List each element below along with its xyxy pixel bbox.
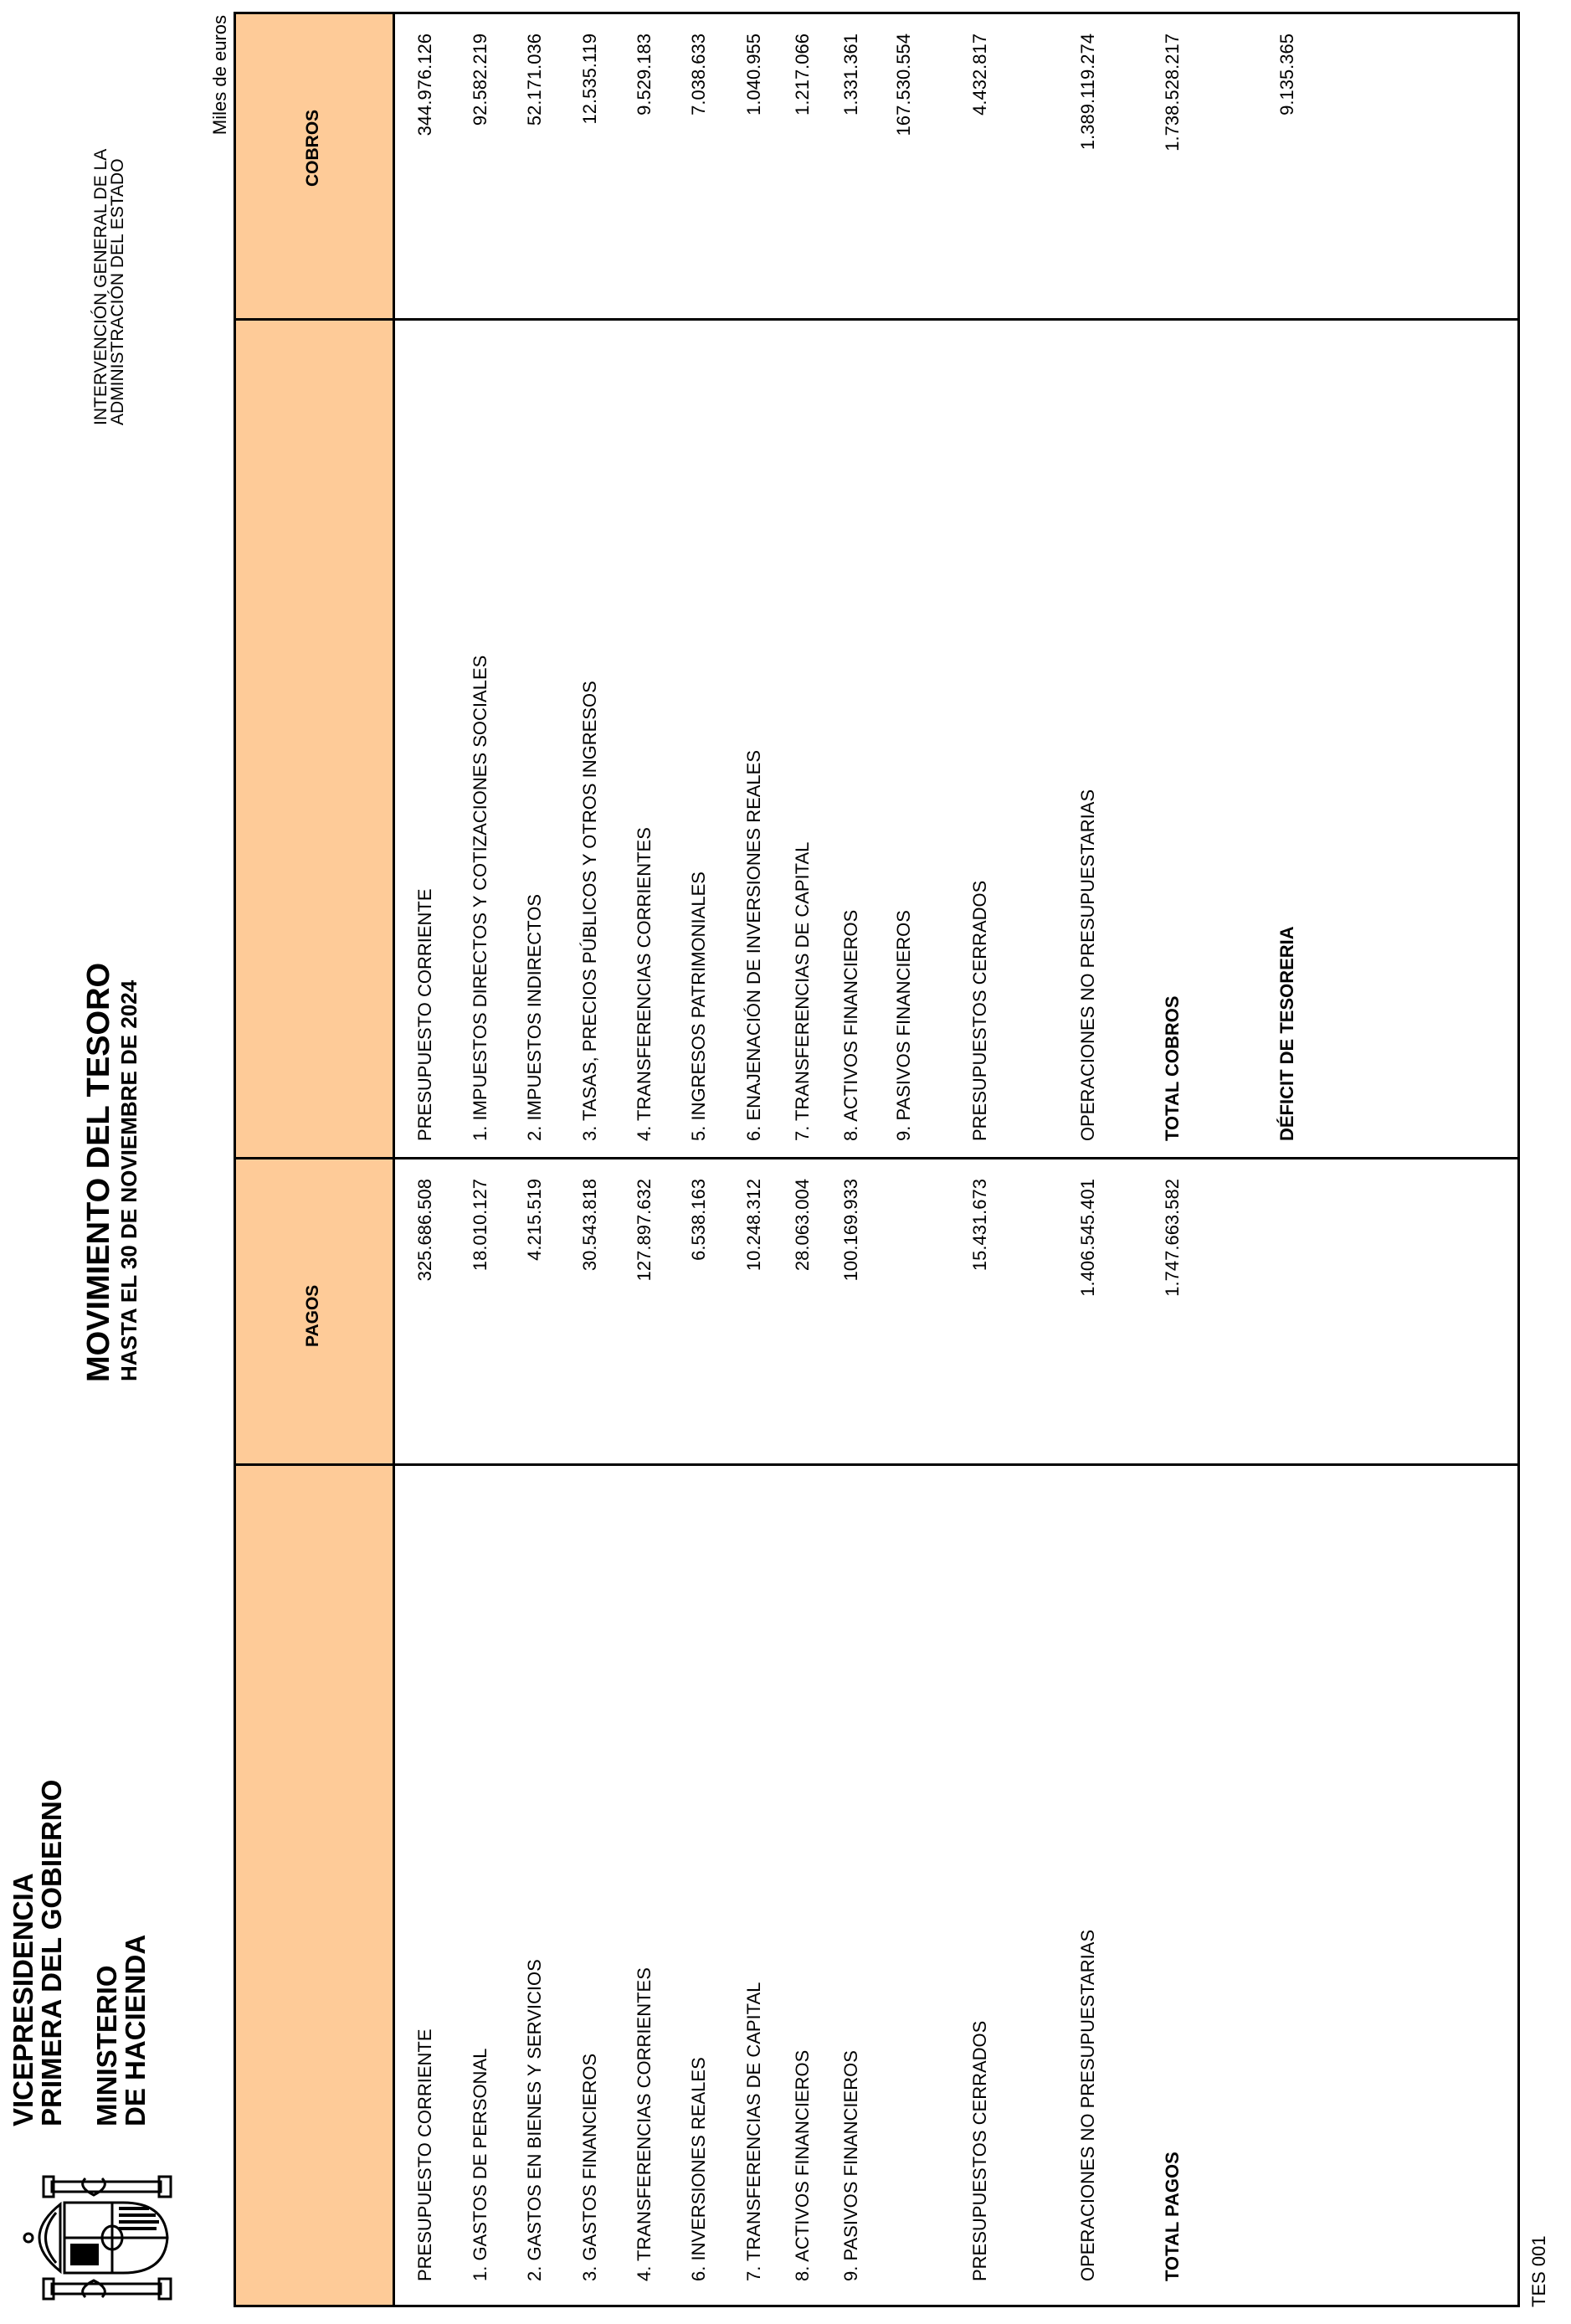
pagos-label: PRESUPUESTO CORRIENTE [414, 2028, 435, 2281]
pagos-label: 8. ACTIVOS FINANCIEROS [792, 2049, 813, 2281]
cobros-label: 9. PASIVOS FINANCIEROS [893, 910, 914, 1141]
cobros-value: 1.331.361 [840, 33, 861, 116]
cobros-value: 9.529.183 [634, 33, 655, 116]
deficit-label: DÉFICIT DE TESORERIA [1276, 926, 1297, 1141]
table-header-band [236, 14, 395, 2305]
coat-of-arms-icon [18, 2175, 177, 2301]
pagos-value: 4.215.519 [524, 1179, 545, 1261]
cobros-value: 1.040.955 [743, 33, 764, 116]
pagos-value: 18.010.127 [470, 1179, 490, 1272]
units-label: Miles de euros [209, 15, 230, 136]
total-pagos-label: TOTAL PAGOS [1162, 2152, 1183, 2281]
total-pagos-value: 1.747.663.582 [1162, 1179, 1183, 1297]
pagos-label: PRESUPUESTOS CERRADOS [969, 2020, 990, 2281]
page-subtitle: HASTA EL 30 DE NOVIEMBRE DE 2024 [116, 979, 141, 1381]
ministry-line-2: PRIMERA DEL GOBIERNO [36, 1779, 67, 2126]
total-cobros-value: 1.738.528.217 [1162, 33, 1183, 152]
cobros-label: 1. IMPUESTOS DIRECTOS Y COTIZACIONES SOCIALES [470, 655, 490, 1141]
cobros-label: PRESUPUESTO CORRIENTE [414, 888, 435, 1141]
ministry-line-1: VICEPRESIDENCIA [8, 1873, 39, 2126]
cobros-label: 4. TRANSFERENCIAS CORRIENTES [634, 827, 655, 1141]
ministry-line-3: MINISTERIO [91, 1965, 122, 2126]
cobros-value: 92.582.219 [470, 33, 490, 126]
cobros-value: 344.976.126 [414, 33, 435, 136]
org-line-2: ADMINISTRACIÓN DEL ESTADO [108, 158, 127, 425]
pagos-value: 6.538.163 [688, 1179, 709, 1261]
ministry-line-4: DE HACIENDA [120, 1934, 151, 2126]
cobros-label: PRESUPUESTOS CERRADOS [969, 880, 990, 1141]
cobros-label: 8. ACTIVOS FINANCIEROS [840, 909, 861, 1141]
pagos-label: 7. TRANSFERENCIAS DE CAPITAL [743, 1982, 764, 2281]
cobros-value: 167.530.554 [893, 33, 914, 136]
pagos-label: OPERACIONES NO PRESUPUESTARIAS [1077, 1929, 1098, 2281]
pagos-value: 325.686.508 [414, 1179, 435, 1282]
cobros-value: 12.535.119 [579, 33, 600, 125]
page-title: MOVIMIENTO DEL TESORO [81, 962, 116, 1382]
treasury-table [234, 12, 1520, 2307]
cobros-label: 2. IMPUESTOS INDIRECTOS [524, 893, 545, 1141]
form-code: TES 001 [1528, 2235, 1549, 2307]
column-divider [236, 1463, 1517, 1466]
cobros-value: 1.389.119.274 [1077, 33, 1098, 151]
pagos-value: 100.169.933 [840, 1179, 861, 1282]
pagos-value: 15.431.673 [969, 1179, 990, 1272]
pagos-label: 6. INVERSIONES REALES [688, 2057, 709, 2281]
cobros-label: OPERACIONES NO PRESUPUESTARIAS [1077, 789, 1098, 1141]
pagos-value: 28.063.004 [792, 1179, 813, 1272]
column-divider [236, 1157, 1517, 1159]
pagos-label: 9. PASIVOS FINANCIEROS [840, 2050, 861, 2281]
pagos-value: 30.543.818 [579, 1179, 600, 1272]
total-cobros-label: TOTAL COBROS [1162, 995, 1183, 1141]
cobros-value: 52.171.036 [524, 33, 545, 126]
cobros-value: 4.432.817 [969, 33, 990, 116]
column-header-cobros: COBROS [303, 109, 322, 187]
pagos-label: 2. GASTOS EN BIENES Y SERVICIOS [524, 1959, 545, 2281]
pagos-value: 127.897.632 [634, 1179, 655, 1282]
pagos-value: 10.248.312 [743, 1179, 764, 1272]
deficit-value: 9.135.365 [1276, 33, 1297, 116]
cobros-value: 1.217.066 [792, 33, 813, 116]
cobros-label: 6. ENAJENACIÓN DE INVERSIONES REALES [743, 749, 764, 1141]
pagos-label: 3. GASTOS FINANCIEROS [579, 2053, 600, 2281]
pagos-label: 4. TRANSFERENCIAS CORRIENTES [634, 1967, 655, 2281]
cobros-label: 7. TRANSFERENCIAS DE CAPITAL [792, 841, 813, 1141]
pagos-value: 1.406.545.401 [1077, 1179, 1098, 1297]
pagos-label: 1. GASTOS DE PERSONAL [470, 2048, 490, 2281]
org-line-1: INTERVENCIÓN GENERAL DE LA [91, 148, 110, 425]
cobros-value: 7.038.633 [688, 33, 709, 116]
column-divider [236, 318, 1517, 321]
cobros-label: 3. TASAS, PRECIOS PÚBLICOS Y OTROS INGRESOS [579, 681, 600, 1141]
cobros-label: 5. INGRESOS PATRIMONIALES [688, 872, 709, 1141]
